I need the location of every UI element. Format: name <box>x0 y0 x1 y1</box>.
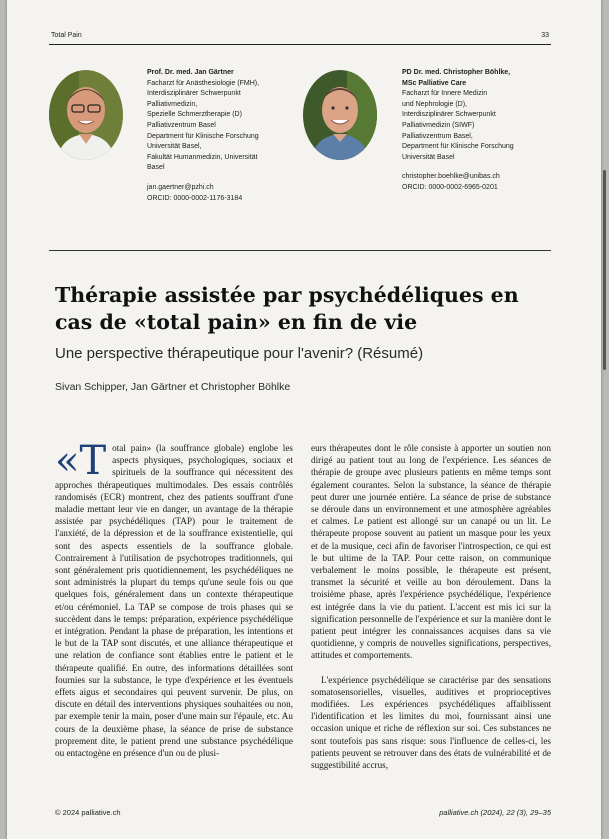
author-bio-boehlke <box>402 68 552 194</box>
body-paragraph: L'expérience psychédélique se caractérise par des sensations somatosensorielles, visuelles, auditives et proprioceptives modifiées. Les expériences psychédéliques affaiblissent l'identification et les limites du moi, fournissant ainsi une occasion unique et riche de réflexion sur soi. Ces substances ne sont toutefois pas sans risque: sous l'influence de celles-ci, les patients peuvent se retrouver dans des états de vulnérabilité et de suggestibilité accrus, <box>311 674 551 771</box>
bio-line: Interdisziplinärer Schwerpunkt <box>147 90 241 98</box>
page-number: 33 <box>541 32 549 39</box>
author-email: jan.gaertner@pzhi.ch <box>147 183 214 191</box>
author-orcid: ORCID: 0000-0002-6965-0201 <box>402 183 498 191</box>
bio-line: Universität Basel, <box>147 143 202 151</box>
bio-line: und Nephrologie (D), <box>402 100 467 108</box>
bio-line: Universität Basel <box>402 153 455 161</box>
author-orcid: ORCID: 0000-0002-1176-3184 <box>147 194 243 202</box>
body-paragraph: eurs thérapeutes dont le rôle consiste à apporter un soutien non dirigé au patient tout au long de l'expérience. Les séances de thérapie de groupe avec plusieurs patients en même temps sont également courantes. Selon la substance, la séance de thérapie peut durer une journée entière. La séance de prise de substance se déroule dans un environnement et une atmosphère agréables et calmes. Le patient est allongé sur un canapé ou un lit. Le thérapeute propose souvent au patient un masque pour les yeux et de la musique, ceci afin de favoriser l'introspection, ce qui est le but ultime de la TAP. Pour cette raison, on communique verbalement le moins possible, le thérapeute est présent, transmet la sécurité et veille au bon déroulement. Dans la troisième phase, après l'expérience psychédélique, l'expérience est intégrée dans la vie du patient. L'accent est mis ici sur la signification personnelle de l'expérience et sur la manière dont le patient peut intégrer les connaissances acquises dans sa vie quotidienne, y compris de nouvelles significations, perspectives, attitudes et comportements. <box>311 443 551 661</box>
author-email: christopher.boehlke@unibas.ch <box>402 173 500 181</box>
bio-line: Palliativmedizin, <box>147 100 198 108</box>
bio-line: Palliativmedizin (SIWF) <box>402 121 475 129</box>
bio-line: Fakultät Humanmedizin, Universität <box>147 153 258 161</box>
bio-line: Palliativzentrum Basel <box>147 121 216 129</box>
bio-line: Department für Klinische Forschung <box>402 143 514 151</box>
bio-line: Facharzt für Anästhesiologie (FMH), <box>147 79 260 87</box>
article-authors: Sivan Schipper, Jan Gärtner et Christopher Böhlke <box>55 381 291 393</box>
body-column-2 <box>311 442 551 771</box>
body-text: otal pain» (la souffrance globale) englobe les aspects physiques, psychologiques, sociaux et spirituels de la souffrance qui nécessitent des approches thérapeutiques multimodales. Des essais contrôlés randomisés (ECR) montrent, chez des patients souffrant d'une maladie mettant leur vie en danger, un avantage de la thérapie assistée par psychédéliques (TAP) pour le traitement de l'anxiété, de la dépression et de la souffrance existentielle, qui sont des aspects essentiels de la souffrance globale. Contrairement à l'utilisation de psychotropes traditionnels, qui sont généralement pris quotidiennement, les psychédéliques ne sont administrés la plupart du temps qu'une seule fois ou que quelques fois, généralement dans un contexte thérapeutique et/ou cérémoniel. La TAP se compose de trois phases qui se succèdent dans le temps: préparation, expérience psychédélique et intégration. Pendant la phase de préparation, les intentions et le but de la TAP sont discutés, et une alliance thérapeutique et une relation de confiance sont établies entre le patient et le thérapeute qualifié. En outre, des informations détaillées sont fournies sur la substance, le type d'expérience et les éventuels effets aigus et secondaires qui peuvent survenir. De plus, on discute en détail des interventions physiques souhaitées ou non, par exemple tenir la main, poser d'une main sur l'épaule, etc. Au cours de la deuxième phase, la séance de prise de substance proprement dite, le patient prend une substance psychédélique ou entactogène en présence d'un ou de plusi- <box>55 443 293 759</box>
author-name: Prof. Dr. med. Jan Gärtner <box>147 69 234 76</box>
article-title: Thérapie assistée par psychédéliques en cas de «total pain» en fin de vie <box>55 283 519 334</box>
body-paragraph <box>55 438 293 759</box>
drop-cap: «T <box>55 438 107 484</box>
bio-line: Palliativzentrum Basel, <box>402 132 473 140</box>
author-photo-gaertner <box>49 70 123 160</box>
citation: palliative.ch (2024), 22 (3), 29–35 <box>439 808 551 817</box>
section-name: Total Pain <box>51 32 82 39</box>
bio-line: Facharzt für Innere Medizin <box>402 90 488 98</box>
author-photo-boehlke <box>303 70 377 160</box>
copyright: © 2024 palliative.ch <box>55 808 121 817</box>
author-name: PD Dr. med. Christopher Böhlke, <box>402 69 511 76</box>
bio-line: Department für Klinische Forschung <box>147 132 259 140</box>
scrollbar[interactable] <box>603 170 606 370</box>
bio-line: Basel <box>147 164 165 172</box>
bio-line: Spezielle Schmerztherapie (D) <box>147 111 242 119</box>
running-header <box>49 30 551 45</box>
author-bio-gaertner <box>147 68 297 204</box>
body-column-1 <box>55 438 293 759</box>
bio-line: Interdisziplinärer Schwerpunkt <box>402 111 496 119</box>
article-subtitle: Une perspective thérapeutique pour l'avenir? (Résumé) <box>55 345 424 362</box>
section-divider <box>49 250 551 251</box>
journal-page <box>7 0 601 839</box>
bio-line: MSc Palliative Care <box>402 79 467 87</box>
